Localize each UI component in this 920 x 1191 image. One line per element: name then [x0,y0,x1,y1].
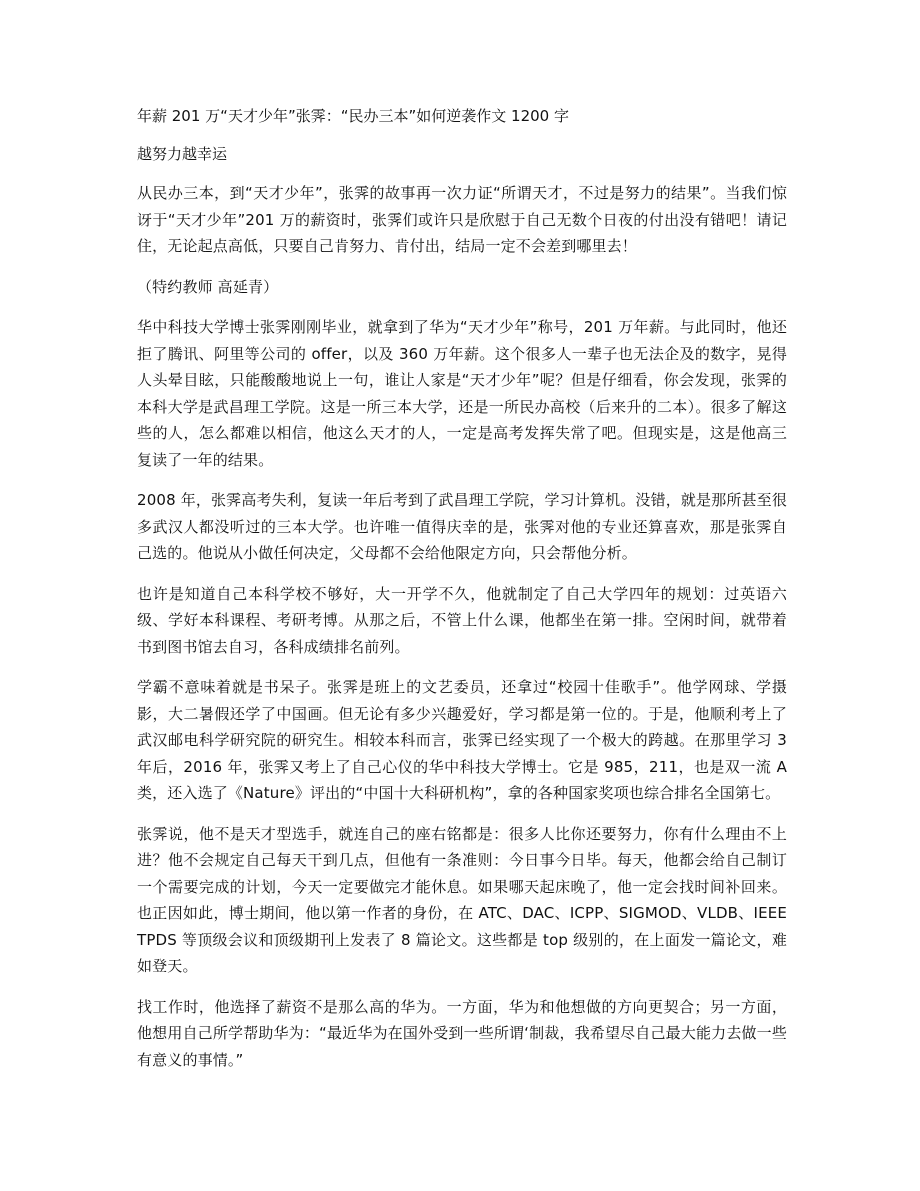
paragraph-background: 华中科技大学博士张霁刚刚毕业，就拿到了华为“天才少年”称号，201 万年薪。与此同时，他还拒了腾讯、阿里等公司的 offer，以及 360 万年薪。这个很多人一辈子也无法企及的数字，晃得人头晕目眩，只能酸酸地说上一句，谁让人家是“天才少年”呢？但是仔细看，你会发现，张霁的本科大学是武昌理工学院。这是一所三本大学，还是一所民办高校（后来升的二本）。很多了解这些的人，怎么都难以相信，他这么天才的人，一定是高考发挥失常了吧。但现实是，这是他高三复读了一年的结果。 [137,318,787,469]
paragraph-hobbies-and-study: 学霸不意味着就是书呆子。张霁是班上的文艺委员，还拿过“校园十佳歌手”。他学网球、学摄影，大二暑假还学了中国画。但无论有多少兴趣爱好，学习都是第一位的。于是，他顺利考上了武汉邮电科学研究院的研究生。相较本科而言，张霁已经实现了一个极大的跨越。在那里学习 3 年后，2016 年，张霁又考上了自己心仪的华中科技大学博士。它是 985，211，也是双一流 A 类，还入选了《Nature》评出的“中国十大科研机构”，拿的各种国家奖项也综合排名全国第七。 [137,678,787,802]
document-title: 年薪 201 万“天才少年”张霁：“民办三本”如何逆袭作文 1200 字 [137,107,569,125]
document-page [137,104,787,1087]
paragraph-motto-and-papers: 张霁说，他不是天才型选手，就连自己的座右铭都是：很多人比你还要努力，你有什么理由不上进？他不会规定自己每天干到几点，但他有一条准则：今日事今日毕。每天，他都会给自己制订一个需要完成的计划，今天一定要做完才能休息。如果哪天起床晚了，他一定会找时间补回来。也正因如此，博士期间，他以第一作者的身份，在 ATC、DAC、ICPP、SIGMOD、VLDB、IEEE TPDS 等顶级会议和顶级期刊上发表了 8 篇论文。这些都是 top 级别的，在上面发一篇论文，难如登天。 [137,824,787,975]
paragraph-intro: 从民办三本，到“天才少年”，张霁的故事再一次力证“所谓天才，不过是努力的结果”。当我们惊讶于“天才少年”201 万的薪资时，张霁们或许只是欣慰于自己无数个日夜的付出没有错吧！请记住，无论起点高低，只要自己肯努力、肯付出，结局一定不会差到哪里去！ [137,184,787,255]
paragraph-exam-2008: 2008 年，张霁高考失利，复读一年后考到了武昌理工学院，学习计算机。没错，就是那所甚至很多武汉人都没听过的三本大学。也许唯一值得庆幸的是，张霁对他的专业还算喜欢，那是张霁自己选的。他说从小做任何决定，父母都不会给他限定方向，只会帮他分析。 [137,491,787,562]
document-subtitle: 越努力越幸运 [137,145,228,163]
paragraph-author-credit: （特约教师 高延青） [137,277,279,296]
paragraph-college-plan: 也许是知道自己本科学校不够好，大一开学不久，他就制定了自己大学四年的规划：过英语六级、学好本科课程、考研考博。从那之后，不管上什么课，他都坐在第一排。空闲时间，就带着书到图书馆去自习，各科成绩排名前列。 [137,584,787,656]
paragraph-job-choice: 找工作时，他选择了薪资不是那么高的华为。一方面，华为和他想做的方向更契合；另一方面，他想用自己所学帮助华为：“最近华为在国外受到一些所谓‘制裁，我希望尽自己最大能力去做一些有意义的事情。” [137,997,787,1069]
